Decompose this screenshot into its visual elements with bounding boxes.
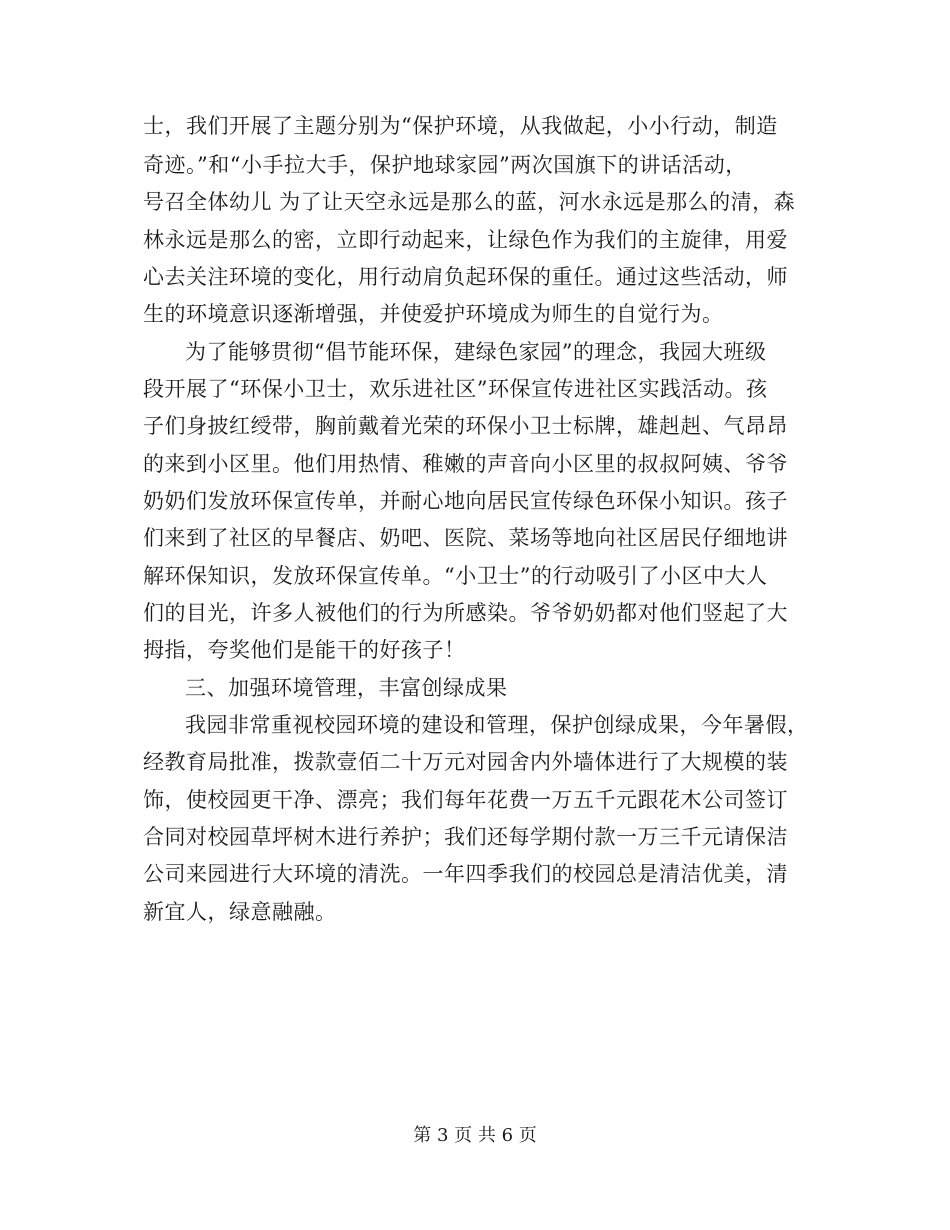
text-line: 号召全体幼儿 为了让天空永远是那么的蓝，河水永远是那么的清，森	[143, 190, 796, 214]
paragraph-first-line: 为了能够贯彻“倡节能环保，建绿色家园”的理念，我园大班级	[185, 340, 767, 364]
text-line: 心去关注环境的变化，用行动肩负起环保的重任。通过这些活动，师	[143, 265, 788, 289]
paragraph-first-line: 我园非常重视校园环境的建设和管理，保护创绿成果，今年暑假，	[185, 713, 809, 737]
text-line: 的来到小区里。他们用热情、稚嫩的声音向小区里的叔叔阿姨、爷爷	[143, 452, 788, 476]
text-line: 经教育局批准，拨款壹佰二十万元对园舍内外墙体进行了大规模的装	[143, 750, 788, 774]
text-line: 合同对校园草坪树木进行养护；我们还每学期付款一万三千元请保洁	[143, 825, 788, 849]
text-line: 解环保知识，发放环保宣传单。“小卫士”的行动吸引了小区中大人	[143, 564, 768, 588]
text-line: 林永远是那么的密，立即行动起来，让绿色作为我们的主旋律，用爱	[143, 228, 788, 252]
text-line: 拇指，夸奖他们是能干的好孩子！	[143, 638, 466, 662]
text-line: 饰，使校园更干净、漂亮；我们每年花费一万五千元跟花木公司签订	[143, 788, 788, 812]
text-line: 们的目光，许多人被他们的行为所感染。爷爷奶奶都对他们竖起了大	[143, 601, 788, 625]
text-line: 子们身披红绶带，胸前戴着光荣的环保小卫士标牌，雄赳赳、气昂昂	[143, 414, 788, 438]
text-line: 们来到了社区的早餐店、奶吧、医院、菜场等地向社区居民仔细地讲	[143, 526, 788, 550]
text-line: 奇迹。”和“小手拉大手，保护地球家园”两次国旗下的讲话活动，	[143, 153, 747, 177]
section-heading: 三、加强环境管理，丰富创绿成果	[185, 676, 508, 700]
text-line: 士，我们开展了主题分别为“保护环境，从我做起，小小行动，制造	[143, 114, 778, 138]
page-number-footer: 第 3 页 共 6 页	[413, 1125, 537, 1146]
text-line: 新宜人，绿意融融。	[143, 900, 337, 924]
text-line: 段开展了“环保小卫士，欢乐进社区”环保宣传进社区实践活动。孩	[143, 377, 768, 401]
text-line: 公司来园进行大环境的清洗。一年四季我们的校园总是清洁优美，清	[143, 862, 788, 886]
text-line: 奶奶们发放环保宣传单，并耐心地向居民宣传绿色环保小知识。孩子	[143, 489, 788, 513]
text-line: 生的环境意识逐渐增强，并使爱护环境成为师生的自觉行为。	[143, 302, 724, 326]
